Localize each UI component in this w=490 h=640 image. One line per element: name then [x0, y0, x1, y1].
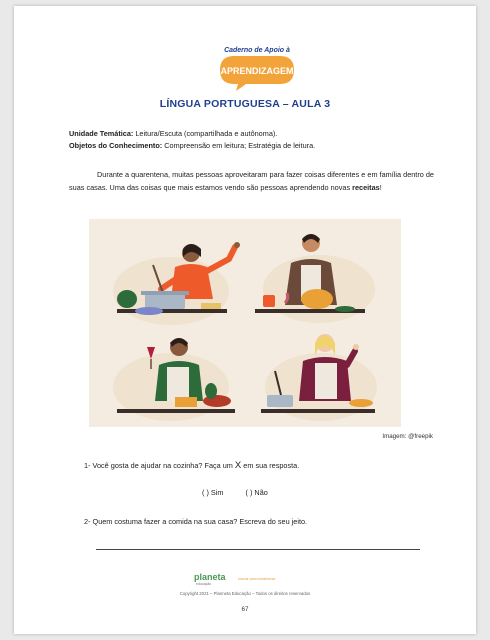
question-1-x: X [234, 460, 242, 471]
brand-name: planeta [194, 572, 226, 582]
intro-paragraph [69, 168, 434, 194]
brand-tagline: educar para transformar [238, 577, 276, 581]
question-1 [84, 460, 299, 471]
intro-text: Durante a quarentena, muitas pessoas aproveitaram para fazer coisas diferentes e em família dentro de suas casas. Uma das coisas que mais estamos vendo são pessoas aprendendo novas [69, 170, 434, 193]
caderno-logo [212, 40, 302, 92]
option-yes[interactable]: ( ) Sim [202, 488, 224, 497]
objects-row [69, 140, 315, 152]
question-1-suffix: em sua resposta. [241, 461, 300, 470]
page-number: 67 [241, 606, 249, 613]
objects-value: Compreensão em leitura; Estratégia de leitura. [162, 141, 316, 150]
intro-end: ! [379, 183, 382, 193]
objects-label: Objetos do Conhecimento: [69, 141, 163, 150]
cooking-illustration [89, 219, 401, 427]
question-1-prefix: 1- Você gosta de ajudar na cozinha? Faça um [84, 461, 235, 470]
logo-line2: APRENDIZAGEM [220, 66, 294, 76]
answer-line[interactable] [96, 549, 420, 550]
planeta-logo [194, 572, 304, 592]
unit-label: Unidade Temática: [69, 129, 134, 138]
answer-options [202, 488, 288, 497]
document-page [14, 6, 476, 634]
brand-sub: educação [196, 582, 212, 586]
copyright: Copyright 2021 – Planneta Educação – Todos os direitos reservados [179, 591, 311, 596]
option-no[interactable]: ( ) Não [245, 488, 268, 497]
lesson-meta [69, 128, 315, 152]
logo-line1: Caderno de Apoio à [224, 47, 290, 54]
image-credit: Imagem: @freepik [382, 433, 433, 440]
unit-row [69, 128, 315, 140]
page-title: LÍNGUA PORTUGUESA – AULA 3 [159, 98, 331, 110]
question-2: 2- Quem costuma fazer a comida na sua casa? Escreva do seu jeito. [84, 517, 308, 526]
unit-value: Leitura/Escuta (compartilhada e autônoma). [133, 129, 278, 138]
intro-bold: receitas [352, 183, 380, 193]
